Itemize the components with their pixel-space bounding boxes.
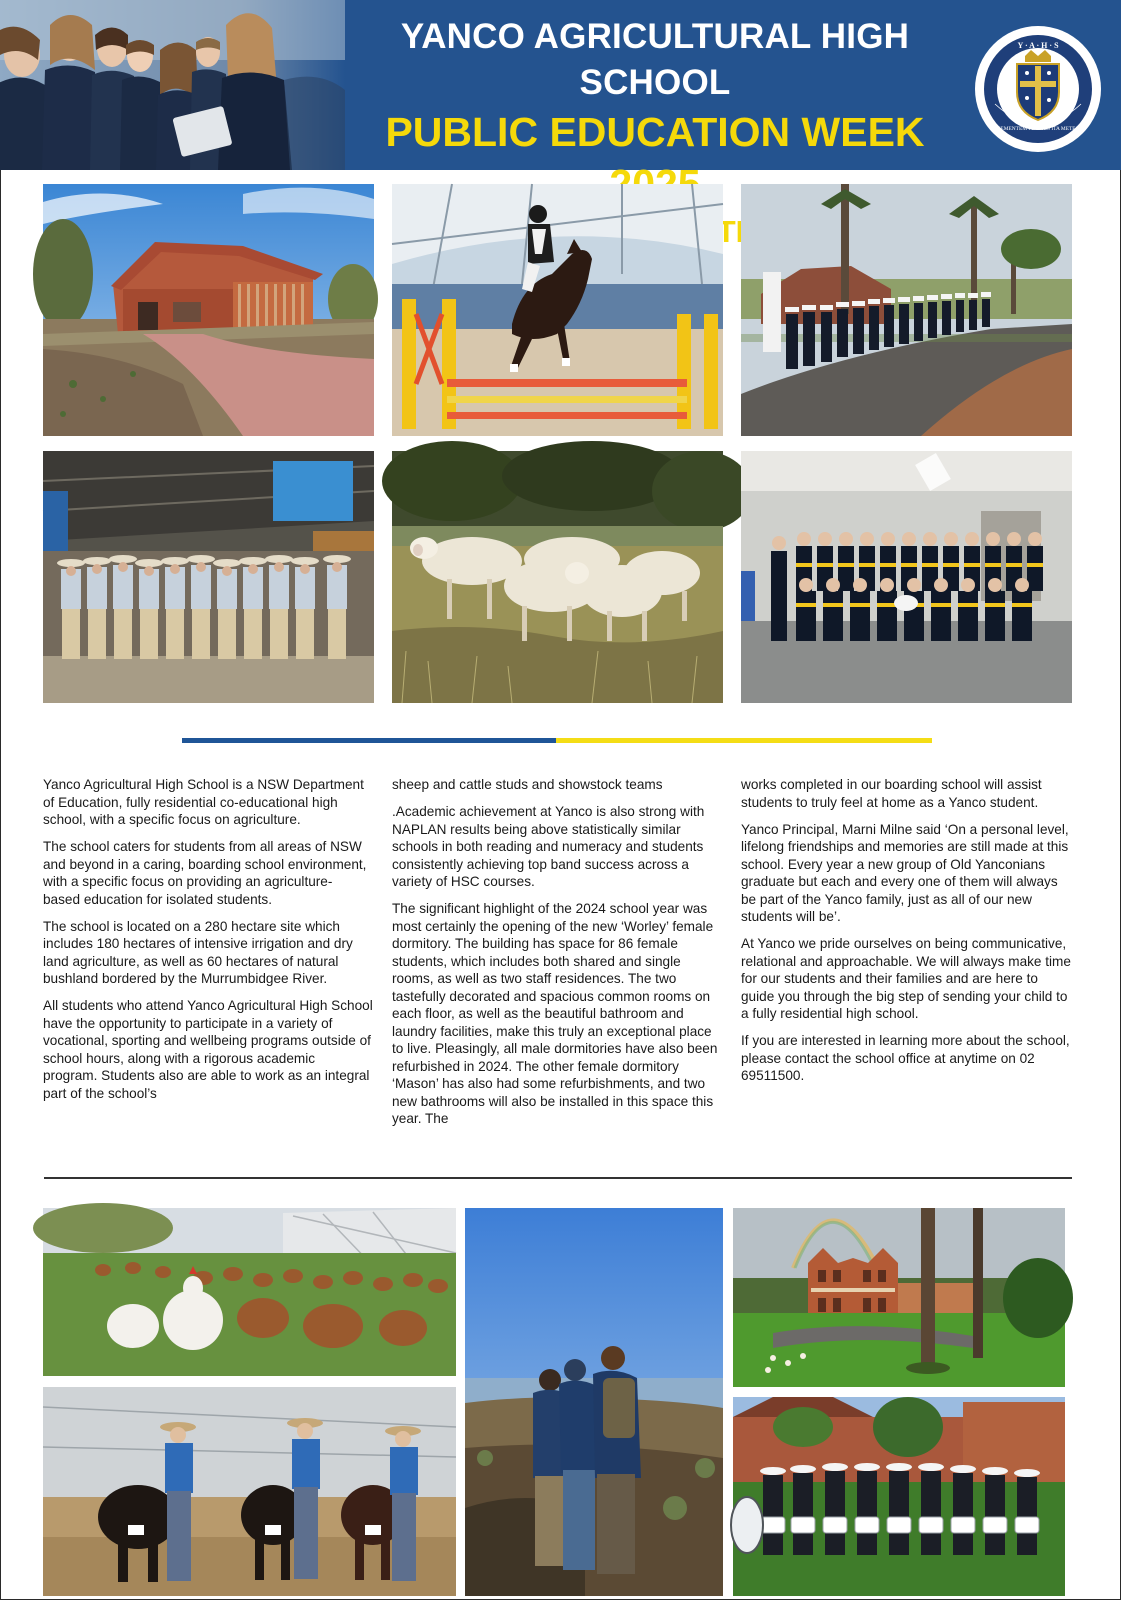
photo-dormitory-building — [43, 184, 374, 436]
school-crest-logo — [975, 26, 1101, 152]
photo-rugby-team — [741, 451, 1072, 703]
photo-chickens — [43, 1208, 456, 1376]
school-name: YANCO AGRICULTURAL HIGH SCHOOL — [400, 17, 910, 102]
photo-cattle-showstock — [43, 1387, 456, 1596]
svg-text:SEMENTEM FECERIS ITA METES: SEMENTEM FECERIS ITA METES — [997, 126, 1079, 132]
svg-text:Y · A · H · S: Y · A · H · S — [1017, 41, 1059, 50]
article-paragraph: All students who attend Yanco Agricultural High School have the opportunity to participate in a variety of vocational, sporting and wellbeing programs outside of school hours, along with a rigorous academic program. Students also are able to work as an integral part of the school’s — [43, 998, 373, 1101]
article-column-3 — [741, 776, 1071, 1094]
photo-sheep — [392, 451, 723, 703]
article-paragraph: The school is located on a 280 hectare site which includes 180 hectares of intensive irrigation and dry land agriculture, as well as 60 hectares of natural bushland bordered by the Murrumbidgee River. — [43, 918, 353, 986]
article-paragraph: The school caters for students from all areas of NSW and beyond in a caring, boarding school environment, with a specific focus on providing an agriculture- based education for isolated students. — [43, 839, 367, 907]
article-paragraph: .Academic achievement at Yanco is also strong with NAPLAN results being above statistically similar schools in both reading and numeracy and students consistently achieving top band success across a variety of HSC courses. — [392, 804, 705, 889]
header-students-photo — [0, 0, 345, 170]
photo-historic-building — [733, 1208, 1065, 1387]
divider-yellow-segment — [556, 738, 932, 743]
article-paragraph: Yanco Agricultural High School is a NSW Department of Education, fully residential co-educational high school, with a specific focus on agriculture. — [43, 777, 364, 827]
section-divider — [182, 738, 932, 743]
article-paragraph: Yanco Principal, Marni Milne said ‘On a personal level, lifelong friendships and memories are still made at this school. Every year a new group of Old Yanconians graduate but each and every one of them will always be part of the Yanco family, just as all of our new students will be’. — [741, 821, 1069, 924]
article-paragraph: works completed in our boarding school will assist students to truly feel at home as a Yanco student. — [741, 777, 1042, 810]
photo-show-jumping — [392, 184, 723, 436]
photo-drum-corps — [733, 1397, 1065, 1596]
photo-students-lookout — [465, 1208, 723, 1596]
header-banner — [0, 0, 1121, 170]
event-title: PUBLIC EDUCATION WEEK — [385, 109, 925, 155]
article-paragraph: sheep and cattle studs and showstock teams — [392, 777, 663, 792]
article-paragraph: If you are interested in learning more about the school, please contact the school office at anytime on 02 69511500. — [741, 1033, 1070, 1083]
photo-student-march — [741, 184, 1072, 436]
article-paragraph: The significant highlight of the 2024 school year was most certainly the opening of the new ‘Worley’ female dormitory. The building has space for 86 female students, which includes both shared and single rooms, as well as two staff residences. The two tastefully decorated and spacious common rooms on each floor, as well as the beautiful bathroom and laundry facilities, make this truly an exceptional place to live. Pleasingly, all male dormitories have also been refurbished in 2024. The other female dormitory ‘Mason’ has also had some refurbishments, and two new bathrooms will also be installed in this space this year. The — [392, 901, 718, 1126]
article-column-1 — [43, 776, 373, 1112]
horizontal-rule — [44, 1177, 1072, 1179]
article-column-2 — [392, 776, 722, 1137]
divider-blue-segment — [182, 738, 556, 743]
article-paragraph: At Yanco we pride ourselves on being communicative, relational and approachable. We will always make time for our students and their families and are here to guide you through the big step of sending your child to a fully residential high school. — [741, 936, 1071, 1021]
photo-showstock-team — [43, 451, 374, 703]
